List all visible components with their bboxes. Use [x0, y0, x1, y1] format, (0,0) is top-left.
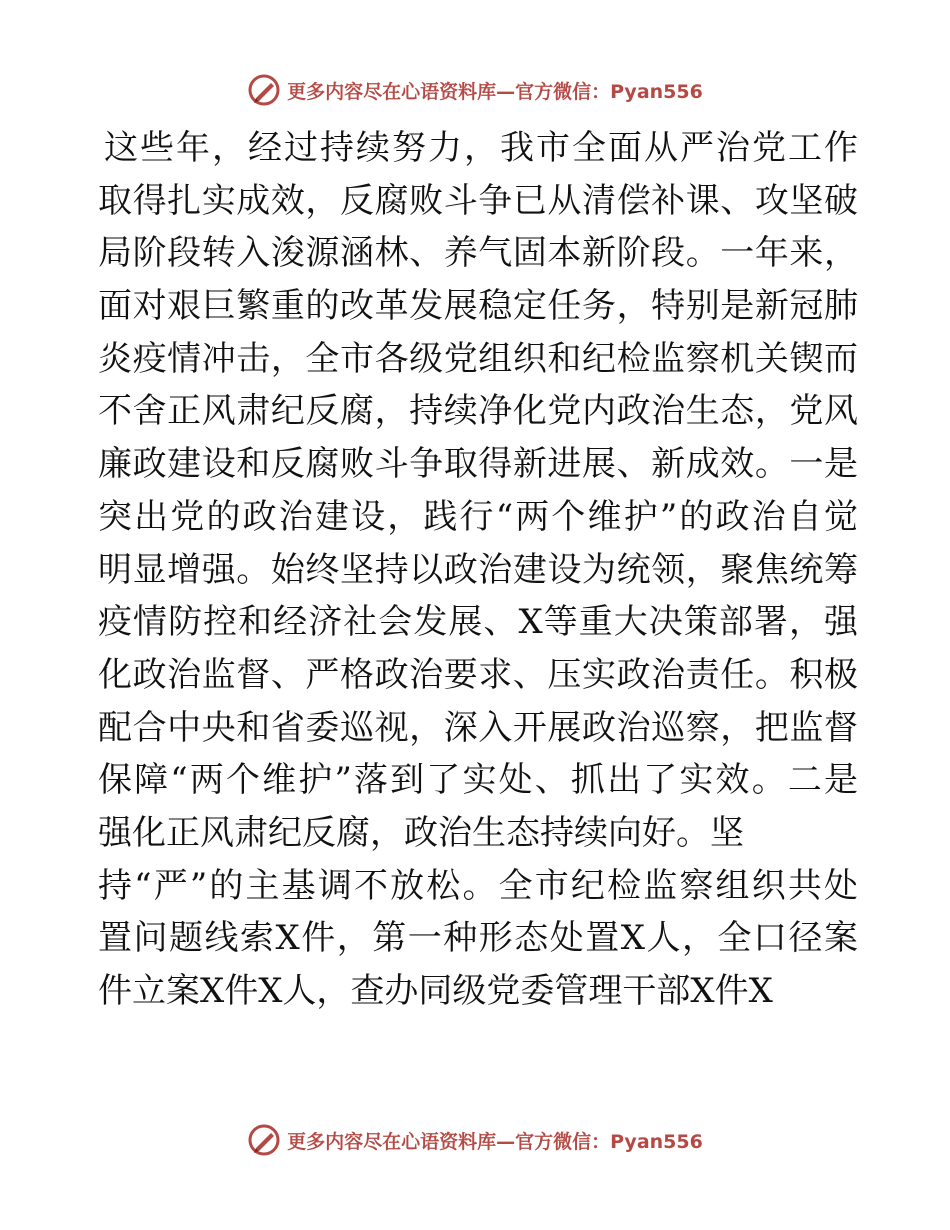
text-line: 保障“两个维护”落到了实处、抓出了实效。二是: [98, 760, 858, 801]
pen-logo-icon: [247, 1123, 281, 1157]
text-line: 局阶段转入浚源涵林、养气固本新阶段。一年来，: [98, 233, 858, 274]
text-line: 明显增强。始终坚持以政治建设为统领，聚焦统筹: [98, 549, 858, 590]
text-line: 件立案X件X人，查办同级党委管理干部X件X: [98, 971, 773, 1011]
header-banner: [0, 70, 950, 110]
footer-banner-text: 更多内容尽在心语资料库—官方微信：Pyan556: [287, 1130, 703, 1153]
text-line: 强化正风肃纪反腐，政治生态持续向好。坚: [98, 812, 744, 853]
pen-logo-icon: [247, 73, 281, 107]
text-line: 面对艰巨繁重的改革发展稳定任务，特别是新冠肺: [98, 286, 858, 327]
text-line: 配合中央和省委巡视，深入开展政治巡察，把监督: [98, 707, 858, 748]
header-banner-text: 更多内容尽在心语资料库—官方微信：Pyan556: [287, 80, 703, 103]
document-body: [98, 122, 858, 1018]
text-line: 取得扎实成效，反腐败斗争已从清偿补课、攻坚破: [98, 180, 858, 221]
footer-banner: [0, 1120, 950, 1160]
text-line: 持“严”的主基调不放松。全市纪检监察组织共处: [98, 865, 858, 906]
text-line: 廉政建设和反腐败斗争取得新进展、新成效。一是: [98, 444, 858, 485]
text-line: 疫情防控和经济社会发展、X等重大决策部署，强: [98, 602, 858, 643]
text-line: 突出党的政治建设，践行“两个维护”的政治自觉: [98, 496, 858, 537]
text-line: 炎疫情冲击，全市各级党组织和纪检监察机关锲而: [98, 338, 858, 379]
text-line: 不舍正风肃纪反腐，持续净化党内政治生态，党风: [98, 391, 858, 432]
text-line: 这些年，经过持续努力，我市全面从严治党工作: [104, 128, 858, 168]
text-line: 置问题线索X件，第一种形态处置X人，全口径案: [98, 918, 858, 959]
text-line: 化政治监督、严格政治要求、压实政治责任。积极: [98, 654, 858, 695]
